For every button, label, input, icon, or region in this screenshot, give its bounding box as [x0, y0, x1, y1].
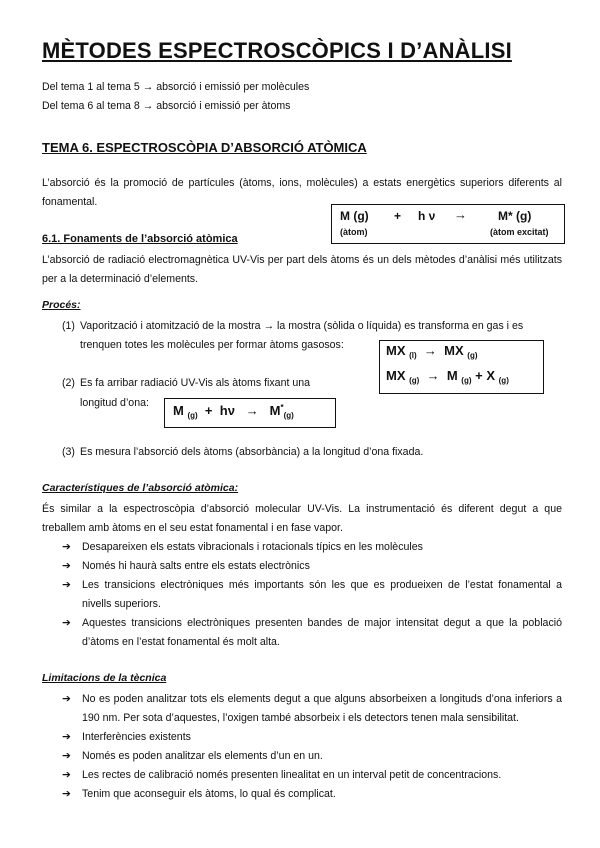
step-3-text: Es mesura l’absorció dels àtoms (absorbància) a la longitud d’ona fixada.: [80, 446, 424, 458]
step-2-text-b: longitud d’ona:: [80, 397, 149, 409]
list-item: ➔ Només hi haurà salts entre els estats electrònics: [62, 557, 562, 576]
tema-paragraph: L’absorció és la promoció de partícules (àtoms, ions, molècules) a estats energètics superiors diferents al fonamental.: [42, 177, 562, 208]
tema-heading: TEMA 6. ESPECTROSCÒPIA D’ABSORCIÓ ATÒMICA: [42, 140, 367, 155]
arrow-icon: →: [423, 343, 437, 358]
arrow-bullet-icon: ➔: [62, 788, 71, 800]
section-6-1-heading: 6.1. Fonaments de l’absorció atòmica: [42, 233, 238, 245]
proces-heading: Procés:: [42, 299, 81, 311]
arrow-bullet-icon: ➔: [62, 693, 71, 705]
list-item: ➔ Les rectes de calibració només presenten linealitat en un interval petit de concentracions.: [62, 766, 562, 785]
arrow-bullet-icon: ➔: [62, 541, 71, 553]
excited-atom-label: (àtom excitat): [490, 227, 549, 237]
excited-atom-formula: M* (g): [498, 209, 532, 223]
section-6-1-paragraph: L’absorció de radiació electromagnètica UV-Vis per part dels àtoms és un dels mètodes d’anàlisi més utilitzats per a la determinació d’elements.: [42, 254, 562, 285]
atomization-line-1: MX $_{(l)}$ → MX $_{(g)}$: [386, 343, 478, 360]
arrow-bullet-icon: ➔: [62, 617, 71, 629]
arrow-icon: →: [454, 207, 467, 222]
step-3-number: (3): [62, 446, 75, 458]
absorption-equation-box: [331, 204, 565, 244]
list-item: ➔ Aquestes transicions electròniques presenten bandes de major intensitat degut a que la població d’àtoms en l’estat fonamental és molt alta.: [62, 614, 562, 652]
excitation-equation: M $_{(g)}$ + hν → $M^*_{(g)}$: [173, 403, 294, 420]
limitacions-heading: Limitacions de la tècnica: [42, 672, 167, 684]
atom-label: (àtom): [340, 227, 368, 237]
caracteristiques-heading: Característiques de l’absorció atòmica:: [42, 482, 239, 494]
step-2-text-a: Es fa arribar radiació UV-Vis als àtoms fixant una: [80, 377, 311, 389]
atomization-equation-box: [379, 340, 544, 394]
plus-sign: +: [394, 209, 402, 223]
list-item: ➔ Desapareixen els estats vibracionals i rotacionals típics en les molècules: [62, 538, 562, 557]
step-2-number: (2): [62, 377, 75, 389]
arrow-bullet-icon: ➔: [62, 750, 71, 762]
arrow-icon: →: [245, 403, 259, 418]
arrow-bullet-icon: ➔: [62, 731, 71, 743]
arrow-bullet-icon: ➔: [62, 560, 71, 572]
intro-line-2: Del tema 6 al tema 8 → absorció i emissió per àtoms: [42, 100, 291, 112]
atomization-line-2: MX $_{(g)}$ → M $_{(g)}$ + X $_{(g)}$: [386, 368, 509, 385]
step-1-text-a: Vaporització i atomització de la mostra → la mostra (sòlida o líquida) es transforma en gas i es: [80, 320, 524, 332]
arrow-icon: →: [426, 368, 440, 383]
arrow-bullet-icon: ➔: [62, 769, 71, 781]
atom-formula: M (g): [340, 209, 369, 223]
caracteristiques-paragraph: És similar a la espectroscòpia d’absorció molecular UV-Vis. La instrumentació és diferent degut a que treballem amb àtoms en el seu estat fonamental i en fase vapor.: [42, 503, 562, 534]
intro-line-1: Del tema 1 al tema 5 → absorció i emissió per molècules: [42, 81, 310, 93]
arrow-bullet-icon: ➔: [62, 579, 71, 591]
list-item: ➔ Només es poden analitzar els elements d’un en un.: [62, 747, 562, 766]
list-item: ➔ No es poden analitzar tots els elements degut a que alguns absorbeixen a longituds d’ona inferiors a 190 nm. Per sota d’aquestes, l’oxigen també absorbeix i els detectors tenen mala sensibilitat.: [62, 690, 562, 728]
excitation-equation-box: [164, 398, 336, 428]
step-1-text-b: trenquen totes les molècules per formar àtoms gasosos:: [80, 339, 344, 351]
photon-energy: h ν: [418, 209, 436, 223]
list-item: ➔ Interferències existents: [62, 728, 562, 747]
step-1-number: (1): [62, 320, 75, 332]
page-title: MÈTODES ESPECTROSCÒPICS I D’ANÀLISI: [42, 38, 512, 63]
list-item: ➔ Tenim que aconseguir els àtoms, lo qual és complicat.: [62, 785, 562, 804]
list-item: ➔ Les transicions electròniques més importants són les que es produeixen de l’estat fonamental a nivells superiors.: [62, 576, 562, 614]
